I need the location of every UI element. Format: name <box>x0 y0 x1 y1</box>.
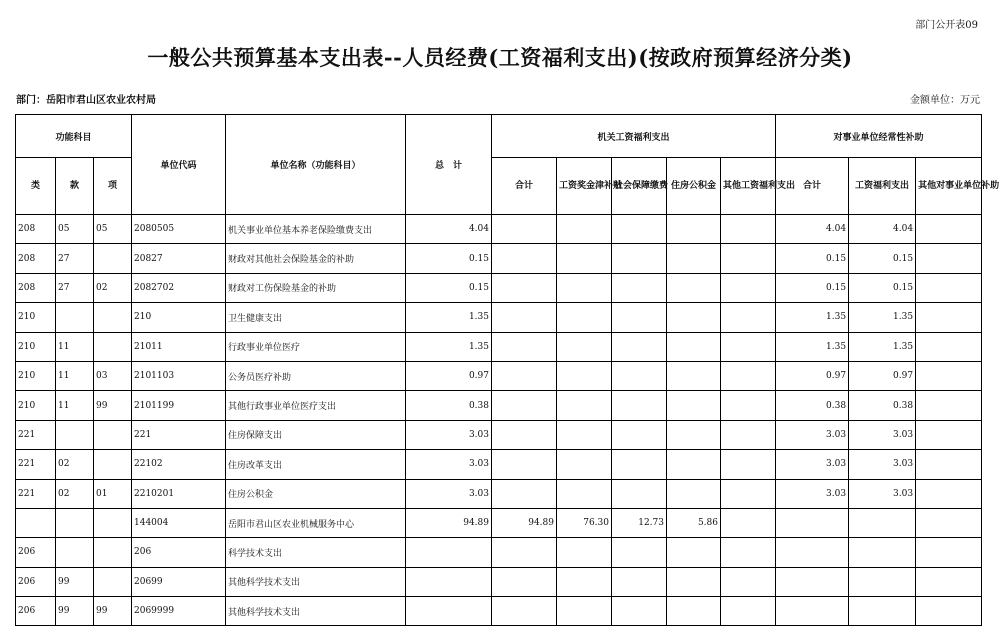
cell-org-salary <box>557 538 612 567</box>
cell-inst-other <box>916 597 982 626</box>
header-kuan: 款 <box>56 158 94 215</box>
cell-inst-subtotal: 3.03 <box>776 450 849 479</box>
cell-org-salary <box>557 567 612 596</box>
cell-org-housing <box>667 215 721 244</box>
cell-inst-subtotal <box>776 567 849 596</box>
cell-code: 210 <box>132 303 226 332</box>
table-row <box>16 215 982 244</box>
cell-org-housing <box>667 391 721 420</box>
header-org-group: 机关工资福利支出 <box>492 115 776 158</box>
cell-inst-salary: 3.03 <box>849 479 916 508</box>
cell-xiang <box>94 450 132 479</box>
cell-org-social <box>612 273 667 302</box>
cell-lei: 208 <box>16 244 56 273</box>
cell-org-subtotal: 94.89 <box>492 508 557 537</box>
cell-inst-salary: 1.35 <box>849 303 916 332</box>
cell-org-social <box>612 303 667 332</box>
table-row <box>16 273 982 302</box>
cell-xiang <box>94 244 132 273</box>
cell-org-social <box>612 361 667 390</box>
cell-inst-salary: 1.35 <box>849 332 916 361</box>
cell-org-housing <box>667 479 721 508</box>
header-org-other: 其他工资福利支出 <box>721 158 776 215</box>
cell-name: 其他科学技术支出 <box>226 597 406 626</box>
cell-org-subtotal <box>492 479 557 508</box>
header-inst-subtotal: 合计 <box>776 158 849 215</box>
cell-org-subtotal <box>492 332 557 361</box>
header-inst-group: 对事业单位经常性补助 <box>776 115 982 158</box>
cell-kuan: 11 <box>56 332 94 361</box>
cell-org-salary <box>557 450 612 479</box>
cell-code: 2080505 <box>132 215 226 244</box>
cell-code: 2101103 <box>132 361 226 390</box>
cell-name: 行政事业单位医疗 <box>226 332 406 361</box>
cell-inst-subtotal: 1.35 <box>776 303 849 332</box>
cell-inst-other <box>916 361 982 390</box>
cell-lei: 210 <box>16 361 56 390</box>
cell-org-other <box>721 479 776 508</box>
cell-code: 20699 <box>132 567 226 596</box>
cell-kuan <box>56 538 94 567</box>
cell-total: 0.38 <box>406 391 492 420</box>
cell-code: 2082702 <box>132 273 226 302</box>
cell-org-salary: 76.30 <box>557 508 612 537</box>
cell-org-social <box>612 420 667 449</box>
cell-total: 1.35 <box>406 332 492 361</box>
cell-code: 2101199 <box>132 391 226 420</box>
cell-org-other <box>721 391 776 420</box>
cell-xiang <box>94 332 132 361</box>
cell-org-other <box>721 420 776 449</box>
cell-total: 0.15 <box>406 244 492 273</box>
cell-inst-salary <box>849 508 916 537</box>
header-org-social: 社会保障缴费 <box>612 158 667 215</box>
cell-name: 岳阳市君山区农业机械服务中心 <box>226 508 406 537</box>
cell-kuan <box>56 420 94 449</box>
cell-org-salary <box>557 597 612 626</box>
cell-org-housing: 5.86 <box>667 508 721 537</box>
page-title: 一般公共预算基本支出表--人员经费(工资福利支出)(按政府预算经济分类) <box>147 45 853 70</box>
cell-org-other <box>721 508 776 537</box>
cell-code: 20827 <box>132 244 226 273</box>
cell-org-other <box>721 450 776 479</box>
cell-inst-subtotal: 4.04 <box>776 215 849 244</box>
header-inst-salary: 工资福利支出 <box>849 158 916 215</box>
cell-inst-subtotal: 0.97 <box>776 361 849 390</box>
cell-inst-salary <box>849 597 916 626</box>
cell-total: 4.04 <box>406 215 492 244</box>
cell-org-salary <box>557 361 612 390</box>
cell-xiang <box>94 420 132 449</box>
cell-code: 206 <box>132 538 226 567</box>
table-row <box>16 420 982 449</box>
cell-kuan: 99 <box>56 597 94 626</box>
cell-inst-subtotal: 0.38 <box>776 391 849 420</box>
cell-org-subtotal <box>492 538 557 567</box>
cell-code: 22102 <box>132 450 226 479</box>
cell-org-housing <box>667 303 721 332</box>
table-row <box>16 303 982 332</box>
cell-name: 住房保障支出 <box>226 420 406 449</box>
cell-org-social <box>612 538 667 567</box>
cell-org-subtotal <box>492 273 557 302</box>
cell-org-salary <box>557 332 612 361</box>
cell-org-social <box>612 567 667 596</box>
table-row <box>16 450 982 479</box>
cell-org-other <box>721 303 776 332</box>
cell-inst-other <box>916 244 982 273</box>
cell-org-subtotal <box>492 420 557 449</box>
cell-lei: 210 <box>16 391 56 420</box>
cell-org-housing <box>667 244 721 273</box>
header-xiang: 项 <box>94 158 132 215</box>
cell-lei: 208 <box>16 215 56 244</box>
cell-name: 住房公积金 <box>226 479 406 508</box>
cell-inst-salary: 0.38 <box>849 391 916 420</box>
cell-lei: 206 <box>16 597 56 626</box>
cell-name: 卫生健康支出 <box>226 303 406 332</box>
cell-org-other <box>721 244 776 273</box>
cell-org-subtotal <box>492 391 557 420</box>
cell-inst-other <box>916 273 982 302</box>
cell-xiang <box>94 303 132 332</box>
cell-org-other <box>721 361 776 390</box>
cell-name: 机关事业单位基本养老保险缴费支出 <box>226 215 406 244</box>
table-row <box>16 479 982 508</box>
cell-org-housing <box>667 597 721 626</box>
table-row <box>16 244 982 273</box>
cell-inst-other <box>916 215 982 244</box>
cell-org-social <box>612 332 667 361</box>
cell-lei: 206 <box>16 567 56 596</box>
cell-total: 3.03 <box>406 479 492 508</box>
cell-org-salary <box>557 479 612 508</box>
cell-inst-subtotal: 3.03 <box>776 420 849 449</box>
cell-org-subtotal <box>492 450 557 479</box>
cell-org-salary <box>557 391 612 420</box>
cell-inst-salary <box>849 567 916 596</box>
cell-lei: 221 <box>16 479 56 508</box>
table-row <box>16 567 982 596</box>
cell-kuan: 05 <box>56 215 94 244</box>
cell-total: 3.03 <box>406 420 492 449</box>
cell-lei: 206 <box>16 538 56 567</box>
cell-xiang: 02 <box>94 273 132 302</box>
cell-org-housing <box>667 273 721 302</box>
header-name: 单位名称（功能科目） <box>226 115 406 215</box>
cell-name: 住房改革支出 <box>226 450 406 479</box>
cell-inst-other <box>916 303 982 332</box>
header-org-salary: 工资奖金津补贴 <box>557 158 612 215</box>
cell-name: 财政对工伤保险基金的补助 <box>226 273 406 302</box>
cell-org-social <box>612 597 667 626</box>
amount-unit-label: 金额单位：万元 <box>910 95 980 106</box>
cell-org-salary <box>557 303 612 332</box>
cell-total <box>406 597 492 626</box>
cell-name: 其他科学技术支出 <box>226 567 406 596</box>
cell-inst-other <box>916 391 982 420</box>
cell-inst-salary: 0.97 <box>849 361 916 390</box>
cell-org-subtotal <box>492 597 557 626</box>
cell-lei: 210 <box>16 303 56 332</box>
department-label: 部门：岳阳市君山区农业农村局 <box>16 95 156 106</box>
cell-inst-other <box>916 420 982 449</box>
cell-lei: 208 <box>16 273 56 302</box>
header-code: 单位代码 <box>132 115 226 215</box>
cell-org-subtotal <box>492 303 557 332</box>
cell-org-subtotal <box>492 215 557 244</box>
cell-total <box>406 567 492 596</box>
cell-kuan: 11 <box>56 361 94 390</box>
cell-name: 财政对其他社会保险基金的补助 <box>226 244 406 273</box>
cell-org-housing <box>667 450 721 479</box>
cell-org-social <box>612 450 667 479</box>
cell-inst-other <box>916 508 982 537</box>
cell-org-subtotal <box>492 361 557 390</box>
cell-kuan: 99 <box>56 567 94 596</box>
cell-code: 2210201 <box>132 479 226 508</box>
cell-name: 其他行政事业单位医疗支出 <box>226 391 406 420</box>
cell-lei: 210 <box>16 332 56 361</box>
cell-inst-salary: 4.04 <box>849 215 916 244</box>
cell-xiang <box>94 567 132 596</box>
cell-org-social <box>612 479 667 508</box>
cell-inst-salary <box>849 538 916 567</box>
cell-org-subtotal <box>492 567 557 596</box>
cell-total: 94.89 <box>406 508 492 537</box>
cell-org-social: 12.73 <box>612 508 667 537</box>
cell-xiang: 05 <box>94 215 132 244</box>
cell-total <box>406 538 492 567</box>
cell-org-housing <box>667 538 721 567</box>
table-row <box>16 538 982 567</box>
table-row <box>16 391 982 420</box>
cell-inst-other <box>916 332 982 361</box>
cell-kuan: 27 <box>56 244 94 273</box>
cell-inst-subtotal <box>776 597 849 626</box>
cell-inst-subtotal: 0.15 <box>776 273 849 302</box>
cell-kuan <box>56 508 94 537</box>
cell-inst-subtotal: 0.15 <box>776 244 849 273</box>
cell-xiang <box>94 508 132 537</box>
cell-name: 公务员医疗补助 <box>226 361 406 390</box>
header-total: 总 计 <box>406 115 492 215</box>
cell-inst-salary: 0.15 <box>849 244 916 273</box>
cell-kuan: 27 <box>56 273 94 302</box>
cell-lei: 221 <box>16 420 56 449</box>
cell-code: 2069999 <box>132 597 226 626</box>
cell-inst-other <box>916 450 982 479</box>
cell-lei <box>16 508 56 537</box>
table-row <box>16 508 982 537</box>
cell-inst-subtotal: 3.03 <box>776 479 849 508</box>
header-func-group: 功能科目 <box>16 115 132 158</box>
header-inst-other: 其他对事业单位补助 <box>916 158 982 215</box>
cell-inst-subtotal <box>776 538 849 567</box>
form-number: 部门公开表09 <box>915 20 978 31</box>
cell-org-social <box>612 391 667 420</box>
cell-kuan: 02 <box>56 450 94 479</box>
header-lei: 类 <box>16 158 56 215</box>
cell-code: 144004 <box>132 508 226 537</box>
cell-inst-salary: 0.15 <box>849 273 916 302</box>
cell-org-housing <box>667 420 721 449</box>
cell-inst-subtotal <box>776 508 849 537</box>
cell-org-social <box>612 244 667 273</box>
cell-code: 21011 <box>132 332 226 361</box>
cell-xiang: 99 <box>94 391 132 420</box>
header-org-subtotal: 合计 <box>492 158 557 215</box>
cell-total: 1.35 <box>406 303 492 332</box>
cell-code: 221 <box>132 420 226 449</box>
cell-org-subtotal <box>492 244 557 273</box>
cell-kuan <box>56 303 94 332</box>
cell-org-housing <box>667 332 721 361</box>
cell-kuan: 02 <box>56 479 94 508</box>
cell-org-other <box>721 567 776 596</box>
cell-org-salary <box>557 244 612 273</box>
cell-xiang: 03 <box>94 361 132 390</box>
cell-org-housing <box>667 361 721 390</box>
cell-inst-other <box>916 479 982 508</box>
cell-xiang: 99 <box>94 597 132 626</box>
cell-org-other <box>721 332 776 361</box>
cell-org-salary <box>557 420 612 449</box>
cell-kuan: 11 <box>56 391 94 420</box>
cell-org-housing <box>667 567 721 596</box>
cell-total: 3.03 <box>406 450 492 479</box>
cell-org-social <box>612 215 667 244</box>
cell-inst-other <box>916 538 982 567</box>
cell-inst-salary: 3.03 <box>849 450 916 479</box>
cell-inst-other <box>916 567 982 596</box>
table-row <box>16 332 982 361</box>
cell-org-other <box>721 215 776 244</box>
budget-table <box>15 114 1000 626</box>
header-org-housing: 住房公积金 <box>667 158 721 215</box>
cell-org-other <box>721 538 776 567</box>
cell-lei: 221 <box>16 450 56 479</box>
cell-org-other <box>721 273 776 302</box>
cell-org-salary <box>557 273 612 302</box>
cell-xiang: 01 <box>94 479 132 508</box>
cell-inst-subtotal: 1.35 <box>776 332 849 361</box>
cell-inst-salary: 3.03 <box>849 420 916 449</box>
cell-total: 0.97 <box>406 361 492 390</box>
cell-total: 0.15 <box>406 273 492 302</box>
table-row <box>16 361 982 390</box>
cell-name: 科学技术支出 <box>226 538 406 567</box>
cell-org-other <box>721 597 776 626</box>
table-row <box>16 597 982 626</box>
cell-org-salary <box>557 215 612 244</box>
cell-xiang <box>94 538 132 567</box>
